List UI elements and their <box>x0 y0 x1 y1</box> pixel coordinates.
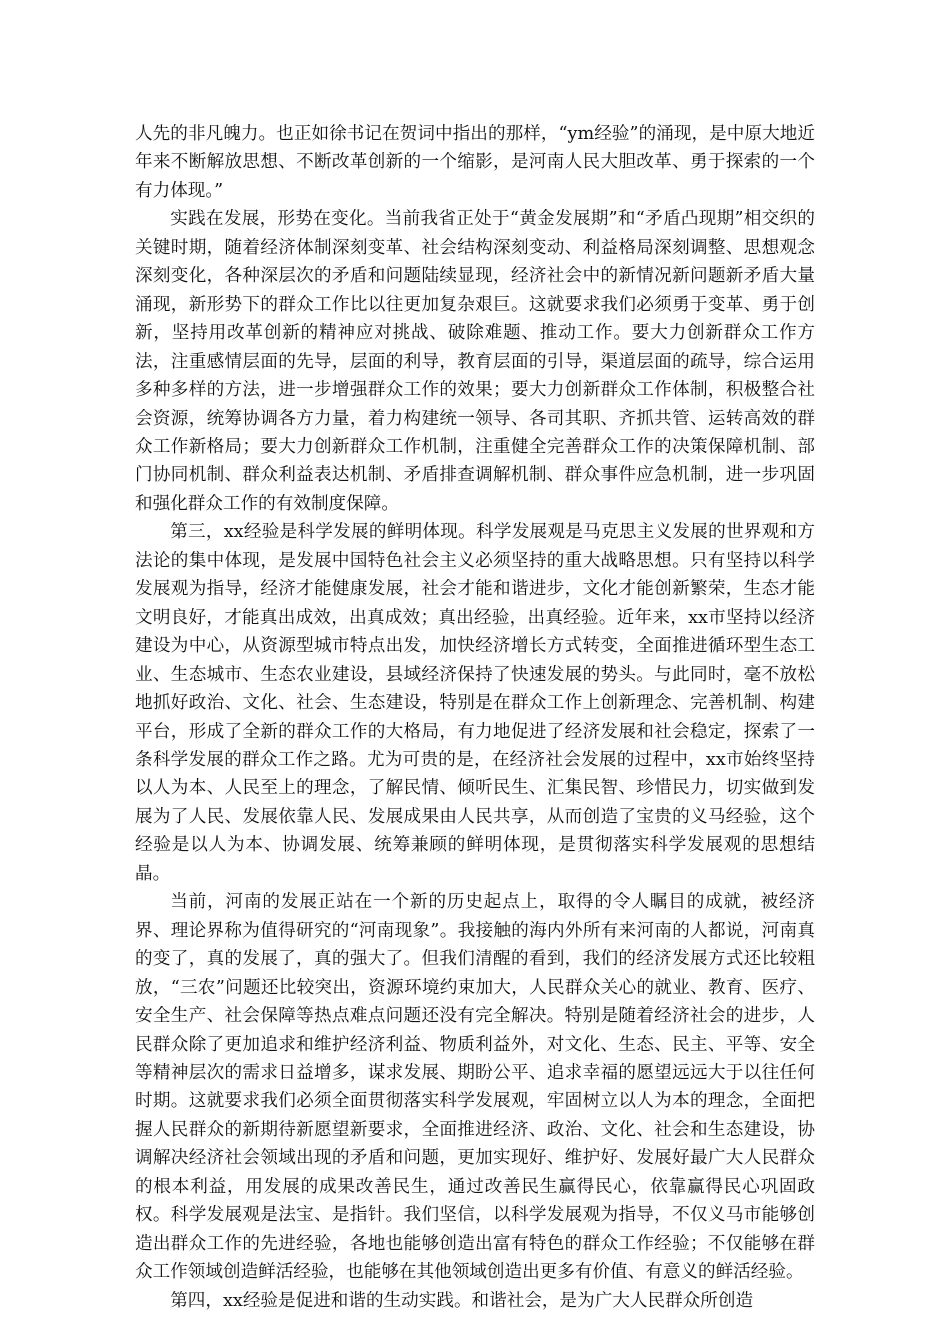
paragraph-henan-current: 当前，河南的发展正站在一个新的历史起点上，取得的令人瞩目的成就，被经济界、理论界称为值得研究的“河南现象”。我接触的海内外所有来河南的人都说，河南真的变了，真的发展了，真的强大了。但我们清醒的看到，我们的经济发展方式还比较粗放，“三农”问题还比较突出，资源环境约束加大，人民群众关心的就业、教育、医疗、安全生产、社会保障等热点难点问题还没有完全解决。特别是随着经济社会的进步，人民群众除了更加追求和维护经济利益、物质利益外，对文化、生态、民主、平等、安全等精神层次的需求日益增多，谋求发展、期盼公平、追求幸福的愿望远远大于以往任何时期。这就要求我们必须全面贯彻落实科学发展观，牢固树立以人为本的理念，全面把握人民群众的新期待新愿望新要求，全面推进经济、政治、文化、社会和生态建设，协调解决经济社会领域出现的矛盾和问题，更加实现好、维护好、发展好最广大人民群众的根本利益，用发展的成果改善民生，通过改善民生赢得民心，依靠赢得民心巩固政权。科学发展观是法宝、是指针。我们坚信，以科学发展观为指导，不仅义马市能够创造出群众工作的先进经验，各地也能够创造出富有特色的群众工作经验；不仅能够在群众工作领域创造鲜活经验，也能够在其他领域创造出更多有价值、有意义的鲜活经验。 <box>135 892 815 1283</box>
document-page <box>135 120 815 1315</box>
paragraph-practice-development: 实践在发展，形势在变化。当前我省正处于“黄金发展期”和“矛盾凸现期”相交织的关键时期，随着经济体制深刻变革、社会结构深刻变动、利益格局深刻调整、思想观念深刻变化，各种深层次的矛盾和问题陆续显现，经济社会中的新情况新问题新矛盾大量涌现，新形势下的群众工作比以往更加复杂艰巨。这就要求我们必须勇于变革、勇于创新，坚持用改革创新的精神应对挑战、破除难题、推动工作。要大力创新群众工作方法，注重感情层面的先导，层面的利导，教育层面的引导，渠道层面的疏导，综合运用多种多样的方法，进一步增强群众工作的效果；要大力创新群众工作体制，积极整合社会资源，统筹协调各方力量，着力构建统一领导、各司其职、齐抓共管、运转高效的群众工作新格局；要大力创新群众工作机制，注重健全完善群众工作的决策保障机制、部门协同机制、群众利益表达机制、矛盾排查调解机制、群众事件应急机制，进一步巩固和强化群众工作的有效制度保障。 <box>135 209 815 514</box>
paragraph-third-point: 第三，xx经验是科学发展的鲜明体现。科学发展观是马克思主义发展的世界观和方法论的集中体现，是发展中国特色社会主义必须坚持的重大战略思想。只有坚持以科学发展观为指导，经济才能健康发展，社会才能和谐进步，文化才能创新繁荣，生态才能文明良好，才能真出成效，出真成效；真出经验，出真经验。近年来，xx市坚持以经济建设为中心，从资源型城市特点出发，加快经济增长方式转变，全面推进循环型生态工业、生态城市、生态农业建设，县域经济保持了快速发展的势头。与此同时，毫不放松地抓好政治、文化、社会、生态建设，特别是在群众工作上创新理念、完善机制、构建平台，形成了全新的群众工作的大格局，有力地促进了经济发展和社会稳定，探索了一条科学发展的群众工作之路。尤为可贵的是，在经济社会发展的过程中，xx市始终坚持以人为本、人民至上的理念，了解民情、倾听民生、汇集民智、珍惜民力，切实做到发展为了人民、发展依靠人民、发展成果由人民共享，从而创造了宝贵的义马经验，这个经验是以人为本、协调发展、统筹兼顾的鲜明体现，是贯彻落实科学发展观的思想结晶。 <box>135 522 815 884</box>
paragraph-fourth-point: 第四，xx经验是促进和谐的生动实践。和谐社会，是为广大人民群众所创造 <box>170 1290 754 1311</box>
paragraph-continued: 人先的非凡魄力。也正如徐书记在贺词中指出的那样，“ym经验”的涌现，是中原大地近年来不断解放思想、不断改革创新的一个缩影，是河南人民大胆改革、勇于探索的一个有力体现。” <box>135 124 815 201</box>
